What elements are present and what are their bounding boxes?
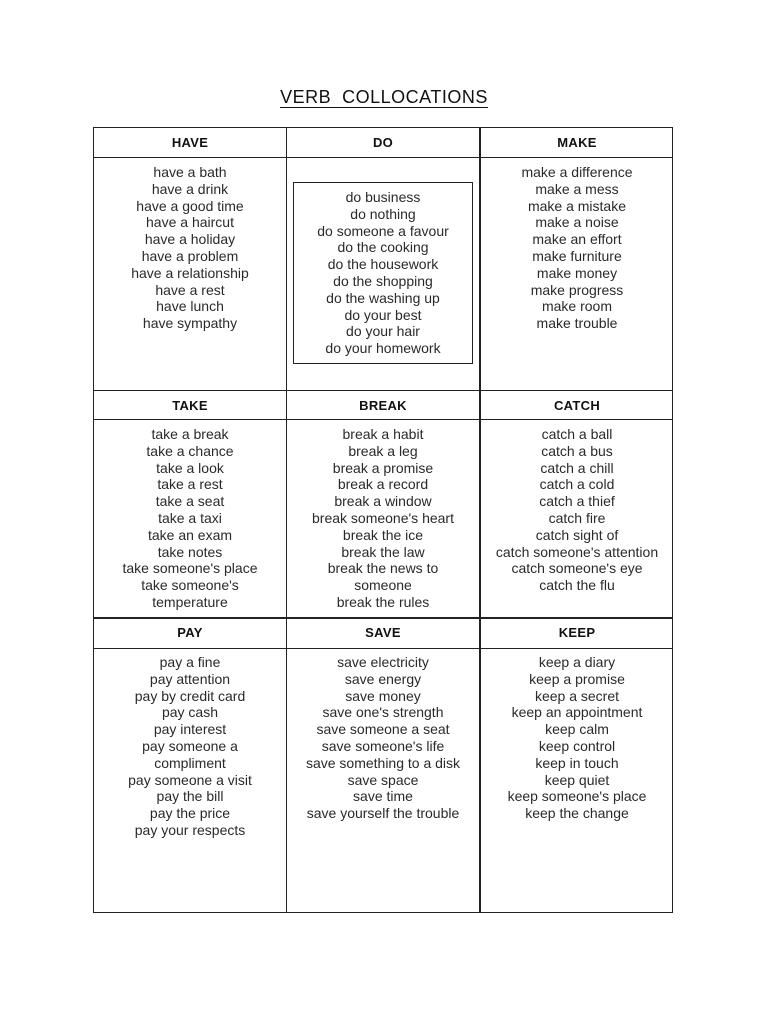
list-item: pay someone a visit	[128, 771, 252, 788]
list-item: catch a cold	[539, 476, 615, 493]
row-divider	[94, 648, 672, 649]
list-item: have a relationship	[131, 264, 249, 281]
list-item: save electricity	[337, 654, 429, 670]
list-item: catch a thief	[539, 493, 615, 510]
list-item: break a window	[334, 493, 432, 510]
list-item: do business	[345, 189, 421, 205]
list-item: break a promise	[332, 459, 434, 476]
header-have: HAVE	[171, 135, 209, 150]
list-item: do the cooking	[337, 239, 429, 256]
list-item: make a difference	[521, 164, 633, 180]
list-item: keep the change	[525, 805, 629, 822]
collocations-table	[93, 127, 673, 913]
list-item: pay cash	[161, 704, 219, 721]
list-item: do the shopping	[333, 272, 433, 289]
list-item: have a drink	[151, 180, 229, 197]
list-item: keep quiet	[544, 771, 610, 788]
list-item: do your homework	[325, 340, 441, 357]
header-make: MAKE	[557, 135, 597, 150]
list-item: break a habit	[342, 426, 424, 442]
row-divider	[94, 157, 672, 158]
list-item: make room	[541, 298, 613, 315]
list-item: pay someone a	[142, 737, 238, 754]
list-item: make an effort	[532, 231, 622, 248]
list-item: keep in touch	[535, 754, 619, 771]
list-item: save one's strength	[322, 704, 444, 721]
list-item: save time	[353, 788, 413, 805]
list-item: keep a diary	[538, 654, 616, 670]
list-item: keep calm	[545, 721, 609, 738]
have-list	[94, 164, 286, 332]
header-take: TAKE	[172, 398, 208, 413]
list-item: someone	[354, 577, 412, 594]
list-item: make a noise	[535, 214, 619, 231]
list-item: catch someone's eye	[511, 560, 643, 577]
header-pay: PAY	[177, 625, 203, 640]
list-item: do someone a favour	[317, 222, 449, 239]
list-item: take a break	[151, 426, 229, 442]
list-item: keep a secret	[534, 687, 620, 704]
list-item: save someone's life	[321, 737, 445, 754]
list-item: save money	[345, 687, 421, 704]
break-list	[287, 426, 479, 611]
list-item: take an exam	[147, 526, 233, 543]
list-item: do the housework	[327, 256, 439, 273]
catch-list	[481, 426, 673, 594]
header-keep: KEEP	[558, 625, 596, 640]
list-item: keep a promise	[529, 670, 625, 687]
list-item: break someone's heart	[312, 509, 454, 526]
list-item: pay attention	[149, 670, 231, 687]
list-item: save yourself the trouble	[306, 805, 460, 822]
list-item: have lunch	[156, 298, 224, 315]
list-item: take notes	[157, 543, 223, 560]
page-title	[0, 86, 768, 108]
list-item: break the news to	[327, 560, 439, 577]
list-item: make furniture	[532, 247, 622, 264]
list-item: keep someone's place	[507, 788, 647, 805]
save-list	[287, 654, 479, 822]
list-item: do the washing up	[326, 289, 440, 306]
list-item: have a problem	[141, 247, 239, 264]
list-item: catch fire	[548, 509, 606, 526]
list-item: take a chance	[146, 442, 234, 459]
list-item: have a rest	[155, 281, 225, 298]
list-item: save someone a seat	[316, 721, 450, 738]
list-item: catch a bus	[541, 442, 613, 459]
list-item: take a rest	[157, 476, 223, 493]
make-list	[481, 164, 673, 332]
list-item: catch sight of	[535, 526, 619, 543]
list-item: save energy	[344, 670, 422, 687]
list-item: pay a fine	[159, 654, 221, 670]
list-item: break the law	[341, 543, 425, 560]
list-item: save space	[347, 771, 419, 788]
pay-list	[94, 654, 286, 839]
list-item: do your hair	[346, 323, 420, 340]
list-item: pay the bill	[156, 788, 224, 805]
list-item: break the rules	[336, 593, 430, 610]
keep-list	[481, 654, 673, 822]
header-save: SAVE	[365, 625, 401, 640]
list-item: do nothing	[350, 205, 416, 222]
list-item: make a mistake	[527, 197, 627, 214]
list-item: catch the flu	[539, 577, 615, 594]
list-item: pay interest	[153, 721, 227, 738]
list-item: have a bath	[153, 164, 227, 180]
list-item: catch someone's attention	[495, 543, 659, 560]
list-item: make a mess	[535, 180, 619, 197]
list-item: make trouble	[536, 315, 618, 332]
do-list	[287, 189, 479, 357]
list-item: break a leg	[348, 442, 418, 459]
list-item: catch a chill	[540, 459, 614, 476]
header-break: BREAK	[359, 398, 407, 413]
list-item: make money	[536, 264, 618, 281]
page-title-text: VERB COLLOCATIONS	[280, 87, 488, 107]
list-item: take a seat	[155, 493, 225, 510]
header-do: DO	[372, 135, 394, 150]
list-item: have a haircut	[146, 214, 234, 231]
list-item: take a look	[156, 459, 224, 476]
list-item: take someone's place	[122, 560, 258, 577]
list-item: pay the price	[149, 805, 231, 822]
list-item: take someone's	[141, 577, 239, 594]
list-item: temperature	[152, 593, 228, 610]
list-item: save something to a disk	[305, 754, 461, 771]
list-item: have a good time	[136, 197, 244, 214]
list-item: catch a ball	[541, 426, 613, 442]
take-list	[94, 426, 286, 611]
list-item: have a holiday	[144, 231, 236, 248]
list-item: take a taxi	[158, 509, 222, 526]
list-item: keep control	[538, 737, 616, 754]
list-item: keep an appointment	[511, 704, 643, 721]
list-item: have sympathy	[142, 315, 238, 332]
list-item: break a record	[337, 476, 429, 493]
list-item: pay by credit card	[134, 687, 246, 704]
list-item: make progress	[530, 281, 624, 298]
list-item: compliment	[154, 754, 226, 771]
list-item: break the ice	[342, 526, 424, 543]
list-item: do your best	[344, 306, 422, 323]
header-catch: CATCH	[553, 398, 601, 413]
list-item: pay your respects	[134, 821, 246, 838]
